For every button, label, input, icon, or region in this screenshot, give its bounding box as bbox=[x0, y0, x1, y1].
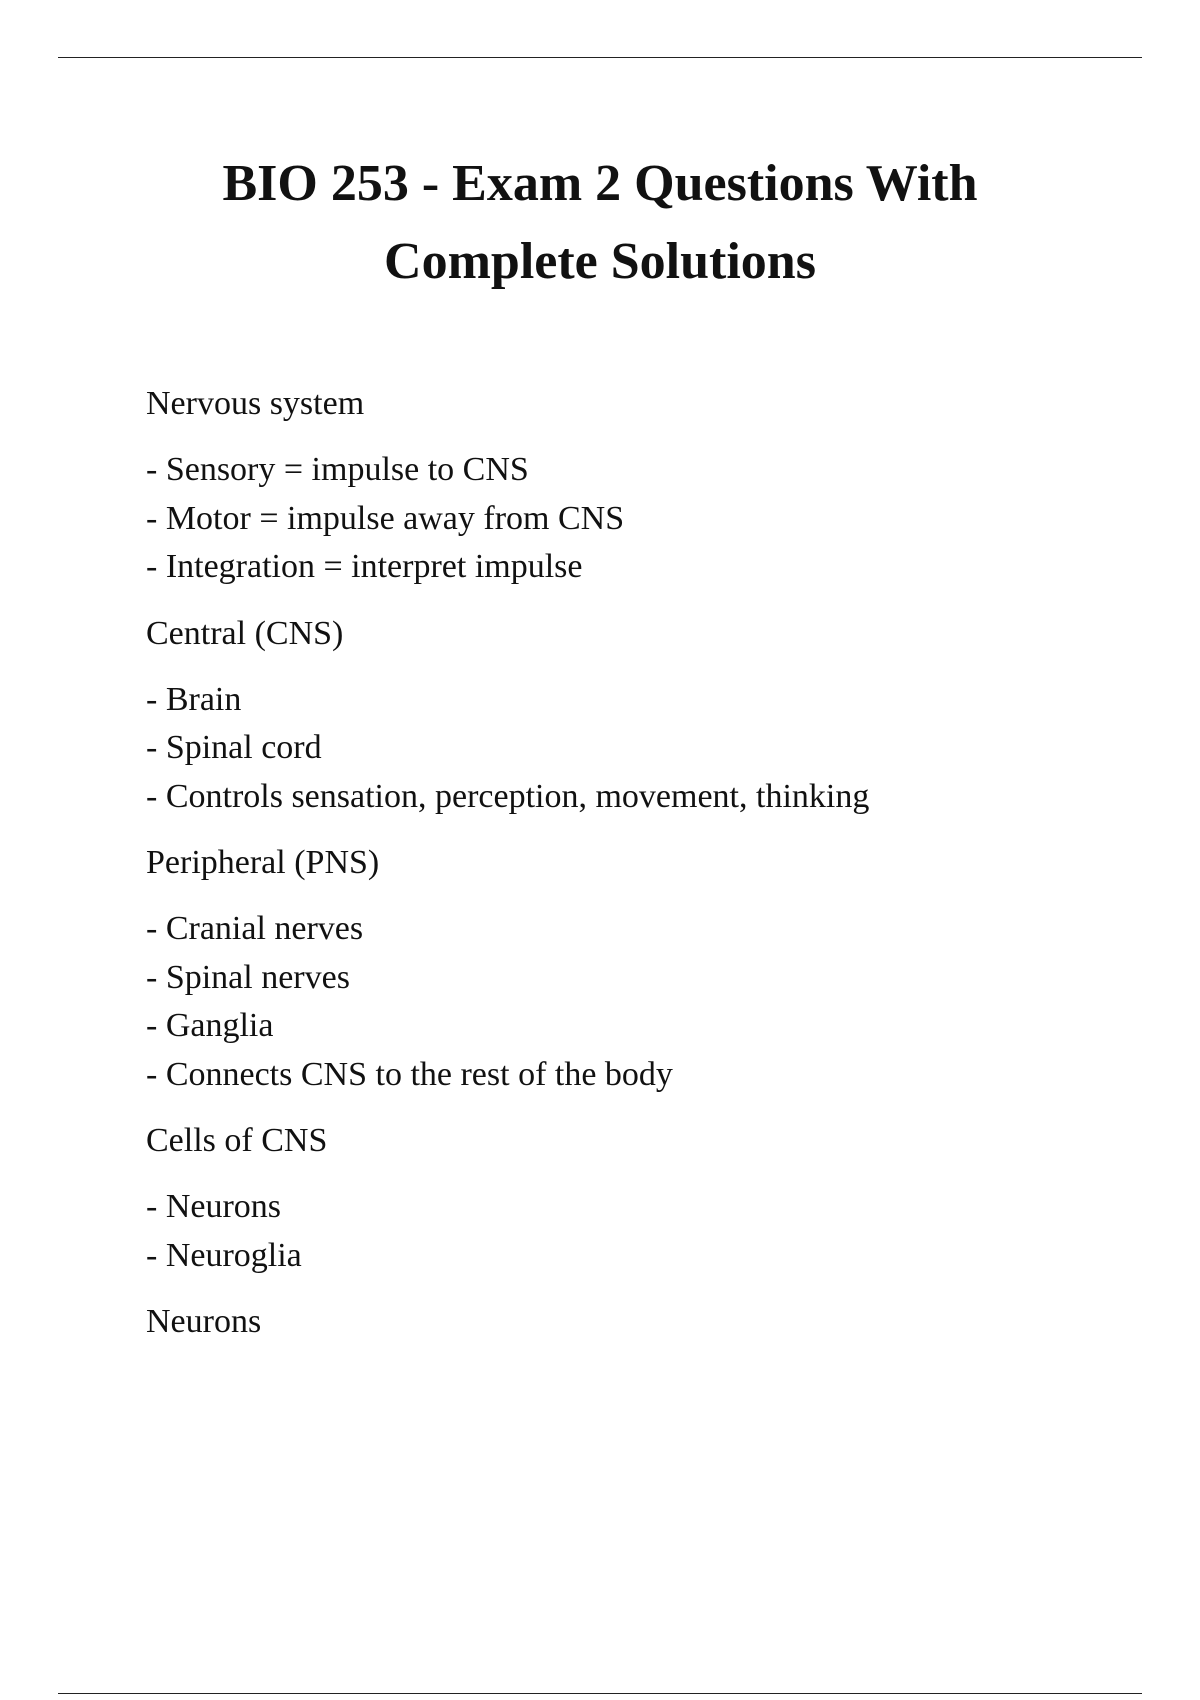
section-heading: Peripheral (PNS) bbox=[146, 844, 380, 881]
list-item: - Neuroglia bbox=[146, 1236, 302, 1274]
section-heading: Nervous system bbox=[146, 385, 365, 422]
section-item-list bbox=[146, 446, 1046, 592]
section-item-list bbox=[146, 676, 1046, 822]
section-heading: Cells of CNS bbox=[146, 1122, 328, 1159]
list-item: - Ganglia bbox=[146, 1007, 274, 1044]
section-heading: Central (CNS) bbox=[146, 614, 344, 652]
section-cells-of-cns bbox=[146, 1117, 1046, 1280]
footer-rule bbox=[58, 1693, 1142, 1694]
list-item: - Cranial nerves bbox=[146, 910, 364, 947]
document-title: BIO 253 - Exam 2 Questions With Complete Solutions bbox=[222, 155, 978, 290]
list-item: - Connects CNS to the rest of the body bbox=[146, 1055, 673, 1093]
list-item: - Integration = interpret impulse bbox=[146, 548, 583, 585]
list-item: - Controls sensation, perception, movement, thinking bbox=[146, 777, 870, 815]
section-item-list bbox=[146, 905, 1046, 1099]
header-rule bbox=[58, 57, 1142, 58]
section-heading: Neurons bbox=[146, 1303, 262, 1340]
list-item: - Brain bbox=[146, 680, 242, 718]
list-item: - Spinal cord bbox=[146, 729, 322, 766]
section-nervous-system bbox=[146, 380, 1046, 592]
list-item: - Motor = impulse away from CNS bbox=[146, 499, 625, 537]
document-body bbox=[146, 380, 1046, 1364]
list-item: - Neurons bbox=[146, 1188, 282, 1225]
list-item: - Sensory = impulse to CNS bbox=[146, 451, 529, 488]
section-central-cns bbox=[146, 610, 1046, 822]
section-peripheral-pns bbox=[146, 839, 1046, 1099]
list-item: - Spinal nerves bbox=[146, 958, 350, 996]
section-neurons bbox=[146, 1298, 1046, 1346]
section-item-list bbox=[146, 1183, 1046, 1280]
